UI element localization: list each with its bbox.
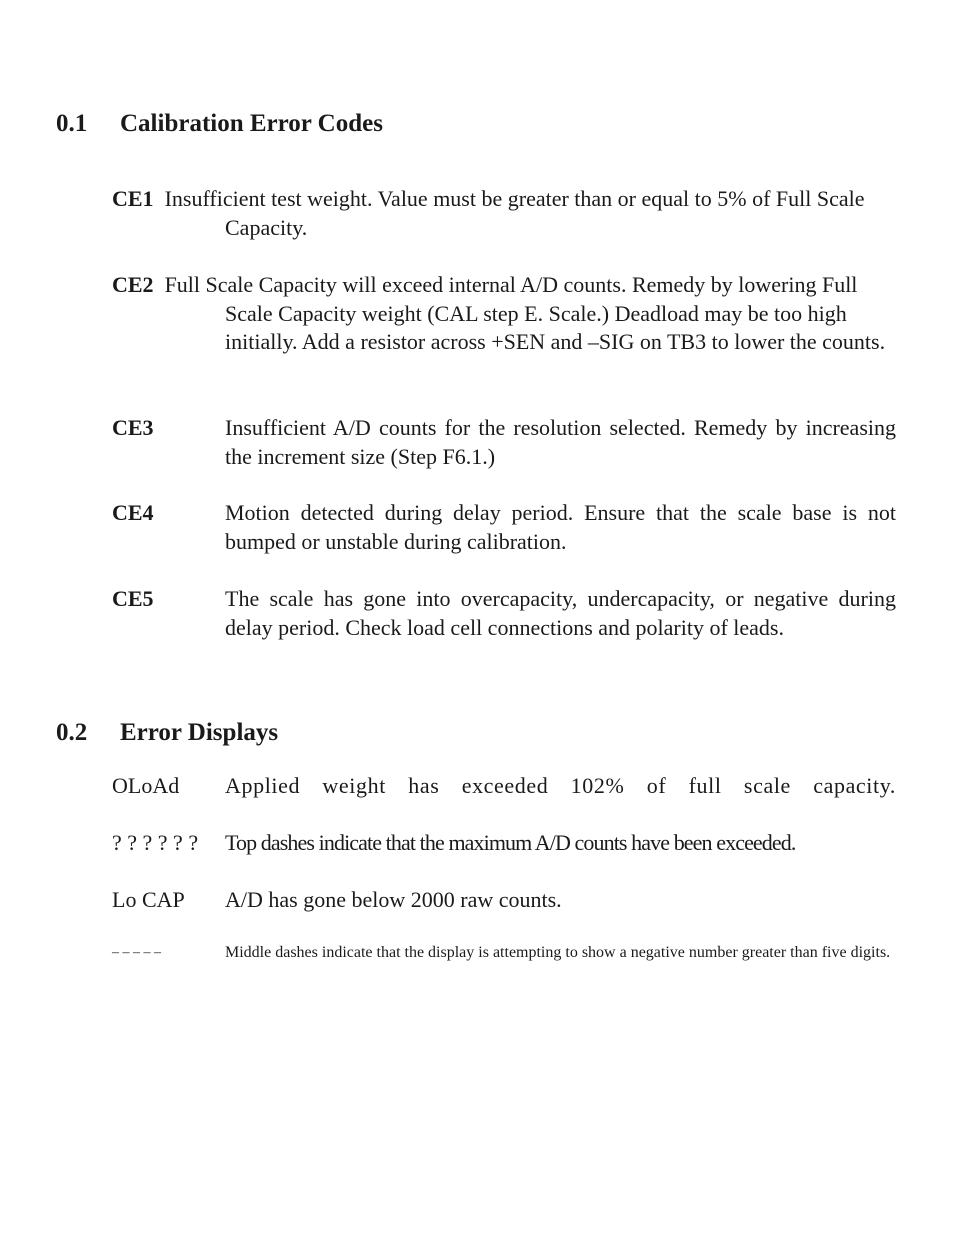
error-description: Motion detected during delay period. Ensure that the scale base is not bumped or unstable during calibration. (225, 500, 896, 554)
error-display-lo-cap (112, 886, 896, 915)
calibration-code-ce1 (112, 185, 896, 242)
display-code: – – – – – (112, 945, 161, 960)
error-display-oload (112, 772, 896, 801)
section-number: 0.2 (56, 719, 88, 746)
error-code: CE4 (112, 500, 154, 525)
display-description: Applied weight has exceeded 102% of full scale capacity. (225, 773, 896, 798)
error-description: Full Scale Capacity will exceed internal A/D counts. Remedy by lowering Full Scale Capacity weight (CAL step E. Scale.) Deadload may be too high initially. Add a resistor across +SEN and –SIG on TB3 to lower the counts. (164, 272, 886, 355)
error-description: The scale has gone into overcapacity, undercapacity, or negative during delay period. Check load cell connections and polarity of leads. (225, 586, 896, 640)
section-title: Calibration Error Codes (120, 110, 383, 137)
display-code: OLoAd (112, 773, 180, 798)
display-description: A/D has gone below 2000 raw counts. (225, 887, 562, 912)
error-code: CE1 (112, 186, 154, 211)
display-description: Top dashes indicate that the maximum A/D counts have been exceeded. (225, 830, 796, 855)
display-description: Middle dashes indicate that the display is attempting to show a negative number greater than five digits. (225, 944, 891, 961)
calibration-code-ce4 (112, 499, 896, 556)
section-heading-error-displays (56, 719, 278, 747)
section-title: Error Displays (120, 719, 279, 746)
section-heading-calibration-error-codes (56, 110, 383, 138)
error-display-middle-dashes (112, 942, 896, 964)
calibration-code-ce5 (112, 585, 896, 642)
display-code: Lo CAP (112, 887, 185, 912)
section-number: 0.1 (56, 110, 88, 137)
calibration-code-ce2 (112, 271, 896, 357)
error-code: CE2 (112, 272, 154, 297)
error-description: Insufficient A/D counts for the resolution selected. Remedy by increasing the increment size (Step F6.1.) (225, 415, 896, 469)
error-code: CE3 (112, 415, 154, 440)
error-display-top-dashes (112, 829, 896, 858)
error-description: Insufficient test weight. Value must be greater than or equal to 5% of Full Scale Capacity. (164, 186, 865, 240)
error-code: CE5 (112, 586, 154, 611)
calibration-code-ce3 (112, 414, 896, 471)
display-code: ? ? ? ? ? ? (112, 830, 199, 855)
